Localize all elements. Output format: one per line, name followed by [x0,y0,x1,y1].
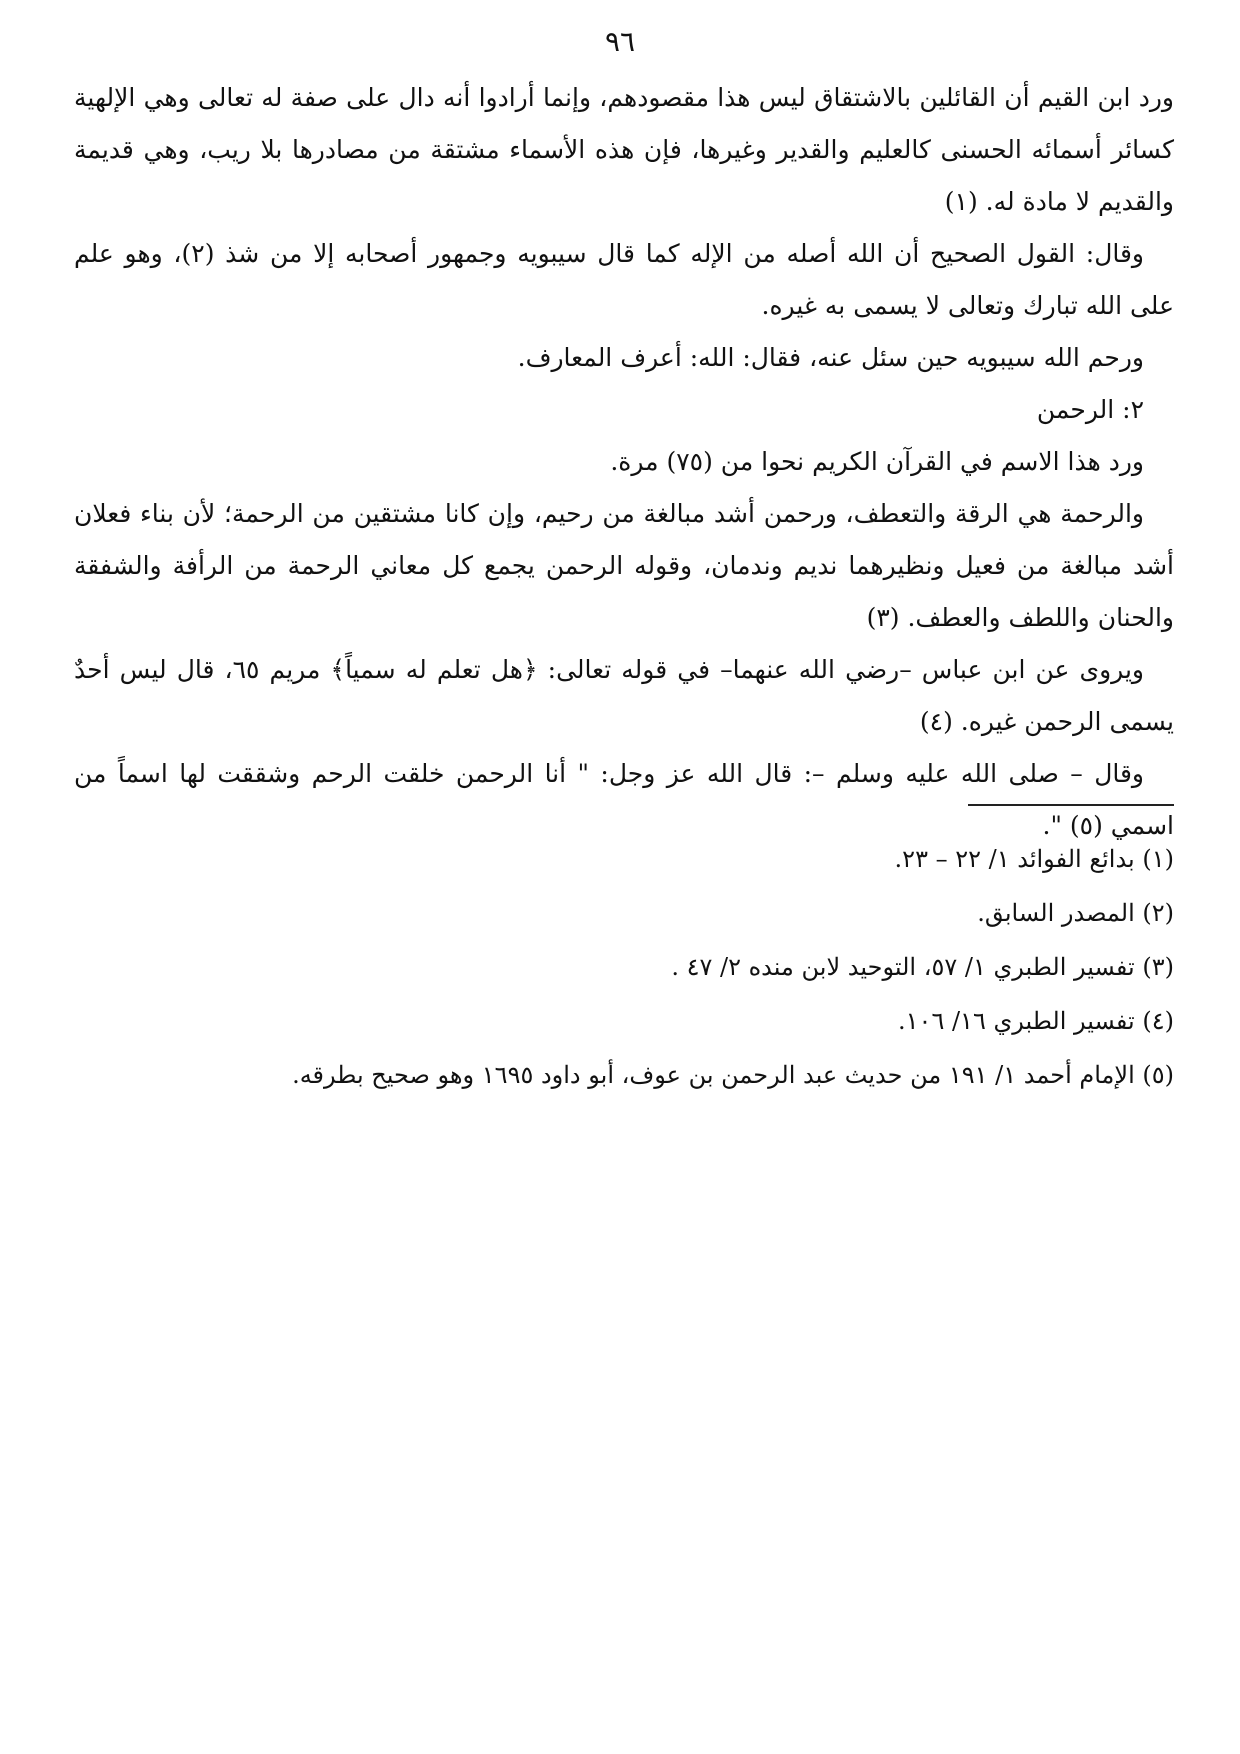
main-text [74,72,1174,852]
paragraph-5: والرحمة هي الرقة والتعطف، ورحمن أشد مبالغة من رحيم، وإن كانا مشتقين من الرحمة؛ لأن بناء فعلان أشد مبالغة من فعيل ونظيرهما نديم وندمان، وقوله الرحمن يجمع كل معاني الرحمة من الرأفة والشفقة والحنان واللطف والعطف. (٣) [74,499,1174,632]
footnote-5: (٥) الإمام أحمد ١/ ١٩١ من حديث عبد الرحمن بن عوف، أبو داود ١٦٩٥ وهو صحيح بطرقه. [292,1061,1174,1089]
paragraph-1: ورد ابن القيم أن القائلين بالاشتقاق ليس هذا مقصودهم، وإنما أرادوا أنه دال على صفة له تعالى وهي الإلهية كسائر أسمائه الحسنى كالعليم والقدير وغيرها، فإن هذه الأسماء مشتقة من مصادرها بلا ريب، وهي قديمة والقديم لا مادة له. (١) [74,83,1174,216]
section-heading-rahman: ٢: الرحمن [1036,395,1144,424]
paragraph-3: ورحم الله سيبويه حين سئل عنه، فقال: الله: أعرف المعارف. [517,343,1144,372]
footnote-divider [968,804,1174,806]
page-number: ٩٦ [604,25,636,58]
footnote-4: (٤) تفسير الطبري ١٦/ ١٠٦. [898,1007,1174,1035]
paragraph-4: ورد هذا الاسم في القرآن الكريم نحوا من (٧٥) مرة. [610,447,1144,476]
footnote-1: (١) بدائع الفوائد ١/ ٢٢ – ٢٣. [894,845,1174,873]
paragraph-7: وقال – صلى الله عليه وسلم –: قال الله عز وجل: " أنا الرحمن خلقت الرحم وشققت لها اسماً من اسمي (٥) ". [74,759,1174,840]
footnotes [74,832,1174,1102]
paragraph-2: وقال: القول الصحيح أن الله أصله من الإله كما قال سيبويه وجمهور أصحابه إلا من شذ (٢)، وهو علم على الله تبارك وتعالى لا يسمى به غيره. [74,239,1174,320]
paragraph-6: ويروى عن ابن عباس –رضي الله عنهما– في قوله تعالى: ﴿هل تعلم له سمياً﴾ مريم ٦٥، قال ليس أحدٌ يسمى الرحمن غيره. (٤) [74,655,1174,736]
footnote-3: (٣) تفسير الطبري ١/ ٥٧، التوحيد لابن منده ٢/ ٤٧ . [671,953,1174,981]
footnote-2: (٢) المصدر السابق. [977,899,1174,927]
